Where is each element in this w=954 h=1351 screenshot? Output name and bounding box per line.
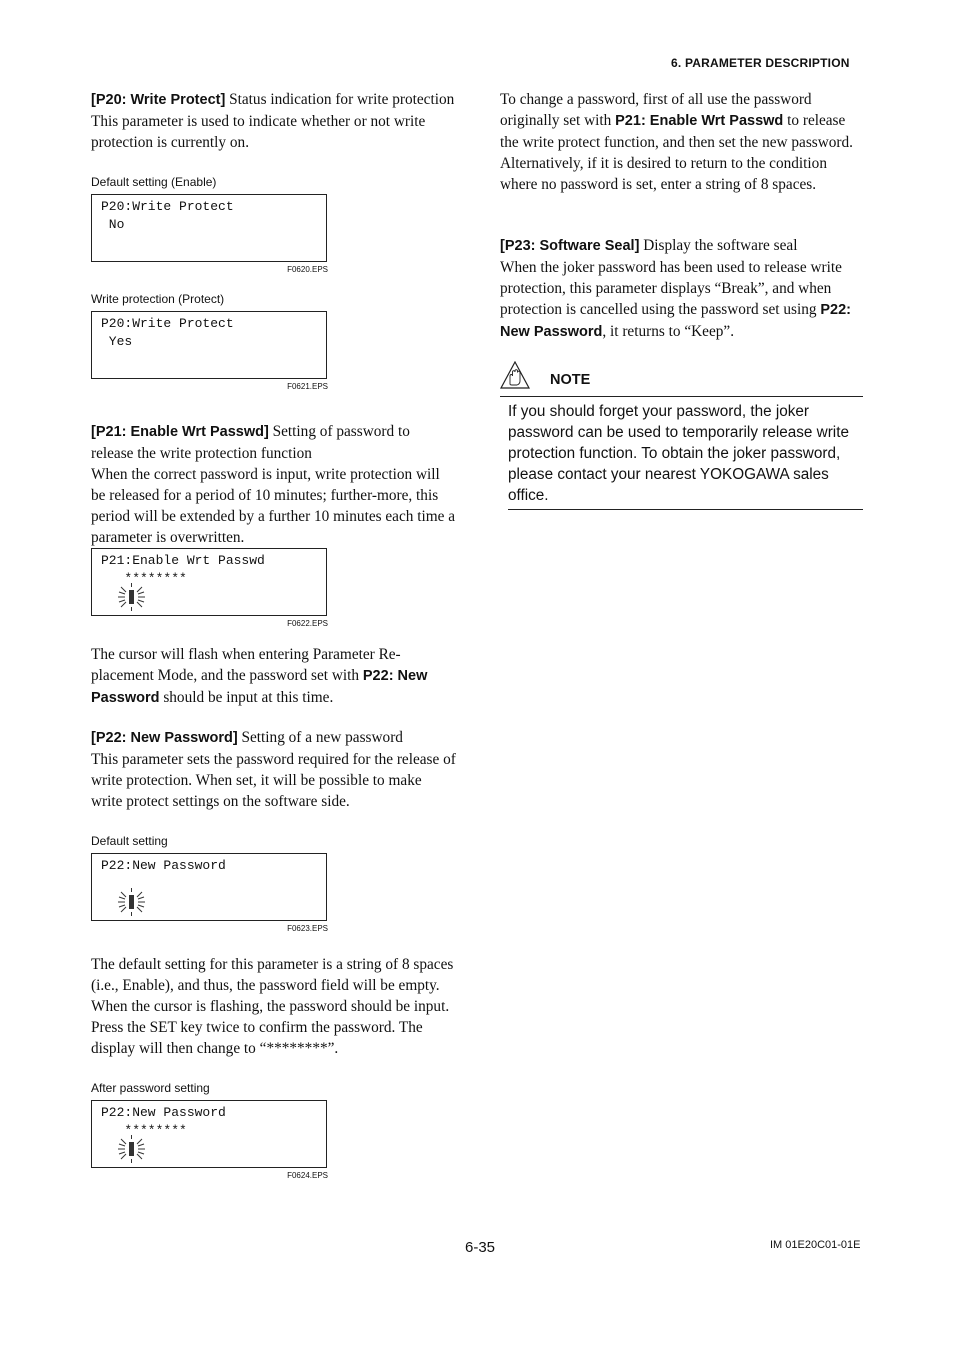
- lcd-line: ********: [101, 571, 187, 586]
- text-run: The cursor will flash when entering Parameter Re-placement Mode, and the password set with: [91, 646, 401, 684]
- note-divider-bottom: [508, 509, 863, 510]
- section-header: 6. PARAMETER DESCRIPTION: [671, 56, 850, 70]
- p20-heading: [P20: Write Protect]: [91, 92, 226, 108]
- lcd-line: Yes: [101, 334, 133, 349]
- change-password-text: [500, 89, 865, 195]
- lcd-line: P20:Write Protect: [101, 199, 234, 214]
- figure-id: F0624.EPS: [287, 1171, 328, 1180]
- text-run: When the joker password has been used to release write protection, this parameter displays “Break”, and when protection is cancelled using the password set using: [500, 259, 842, 318]
- p21-section: [91, 421, 456, 548]
- p23-heading: [P23: Software Seal]: [500, 238, 640, 254]
- lcd-display: [91, 853, 327, 921]
- fig-caption: Default setting: [91, 834, 168, 848]
- p21-description: When the correct password is input, write protection will be released for a period of 10 minutes; further-more, this period will be extended by a further 10 minutes each time a parameter is overwritten.: [91, 466, 456, 546]
- lcd-display: [91, 548, 327, 616]
- p20-heading-rest: Status indication for write protection: [225, 91, 455, 108]
- caution-hand-icon: [500, 361, 530, 389]
- text-run: To change a password, first of all use the password originally set with: [500, 91, 812, 129]
- lcd-display: [91, 311, 327, 379]
- lcd-line: P22:New Password: [101, 1105, 226, 1120]
- text-run: should be input at this time.: [159, 689, 334, 706]
- note-divider-top: [500, 396, 863, 397]
- flashing-cursor-icon: [114, 1134, 150, 1164]
- p21-heading: [P21: Enable Wrt Passwd]: [91, 424, 269, 440]
- fig-caption: After password setting: [91, 1081, 210, 1095]
- fig-caption: Default setting (Enable): [91, 175, 217, 189]
- note-body: If you should forget your password, the joker password can be used to temporarily release write protection function. To obtain the joker password, please contact your nearest YOKOGAWA sales office.: [508, 403, 849, 504]
- figure-id: F0623.EPS: [287, 924, 328, 933]
- lcd-line: ********: [101, 1123, 187, 1138]
- figure-id: F0622.EPS: [287, 619, 328, 628]
- p22-heading-rest: Setting of a new password: [237, 729, 403, 746]
- p21-after-text: [91, 644, 459, 709]
- p22-heading: [P22: New Password]: [91, 730, 238, 746]
- lcd-display: [91, 194, 327, 262]
- flashing-cursor-icon: [114, 582, 150, 612]
- param-ref: P21: Enable Wrt Passwd: [615, 113, 784, 129]
- figure-id: F0620.EPS: [287, 265, 328, 274]
- page-number: 6-35: [465, 1239, 496, 1256]
- lcd-line: No: [101, 217, 125, 232]
- p23-section: [500, 235, 865, 343]
- p20-section: [91, 89, 456, 153]
- document-id: IM 01E20C01-01E: [770, 1239, 861, 1251]
- lcd-display: [91, 1100, 327, 1168]
- p21-heading-rest: Setting of password to release the write protection function: [91, 423, 410, 462]
- text-run: , it returns to “Keep”.: [602, 323, 735, 340]
- note-title: NOTE: [550, 372, 591, 388]
- figure-id: F0621.EPS: [287, 382, 328, 391]
- p20-description: This parameter is used to indicate whether or not write protection is currently on.: [91, 113, 426, 151]
- p22-description: This parameter sets the password required for the release of write protection. When set, it will be possible to make write protect settings on the software side.: [91, 751, 456, 810]
- param-ref: P22: New Password: [500, 302, 851, 340]
- flashing-cursor-icon: [114, 887, 150, 917]
- param-ref: P22: New Password: [91, 668, 428, 706]
- p22-section: [91, 727, 456, 812]
- p23-heading-rest: Display the software seal: [639, 237, 798, 254]
- lcd-line: P20:Write Protect: [101, 316, 234, 331]
- fig-caption: Write protection (Protect): [91, 292, 225, 306]
- text-run: to release the write protect function, and then set the new password. Alternatively, if it is desired to return to the condition where no password is set, enter a string of 8 spaces.: [500, 112, 854, 193]
- lcd-line: P21:Enable Wrt Passwd: [101, 553, 265, 568]
- lcd-line: P22:New Password: [101, 858, 226, 873]
- p22-after-text: The default setting for this parameter is a string of 8 spaces (i.e., Enable), and thus, the password field will be empty. When the cursor is flashing, the password should be input. Press the SET key twice to confirm the password. The display will then change to “********”.: [91, 956, 454, 1057]
